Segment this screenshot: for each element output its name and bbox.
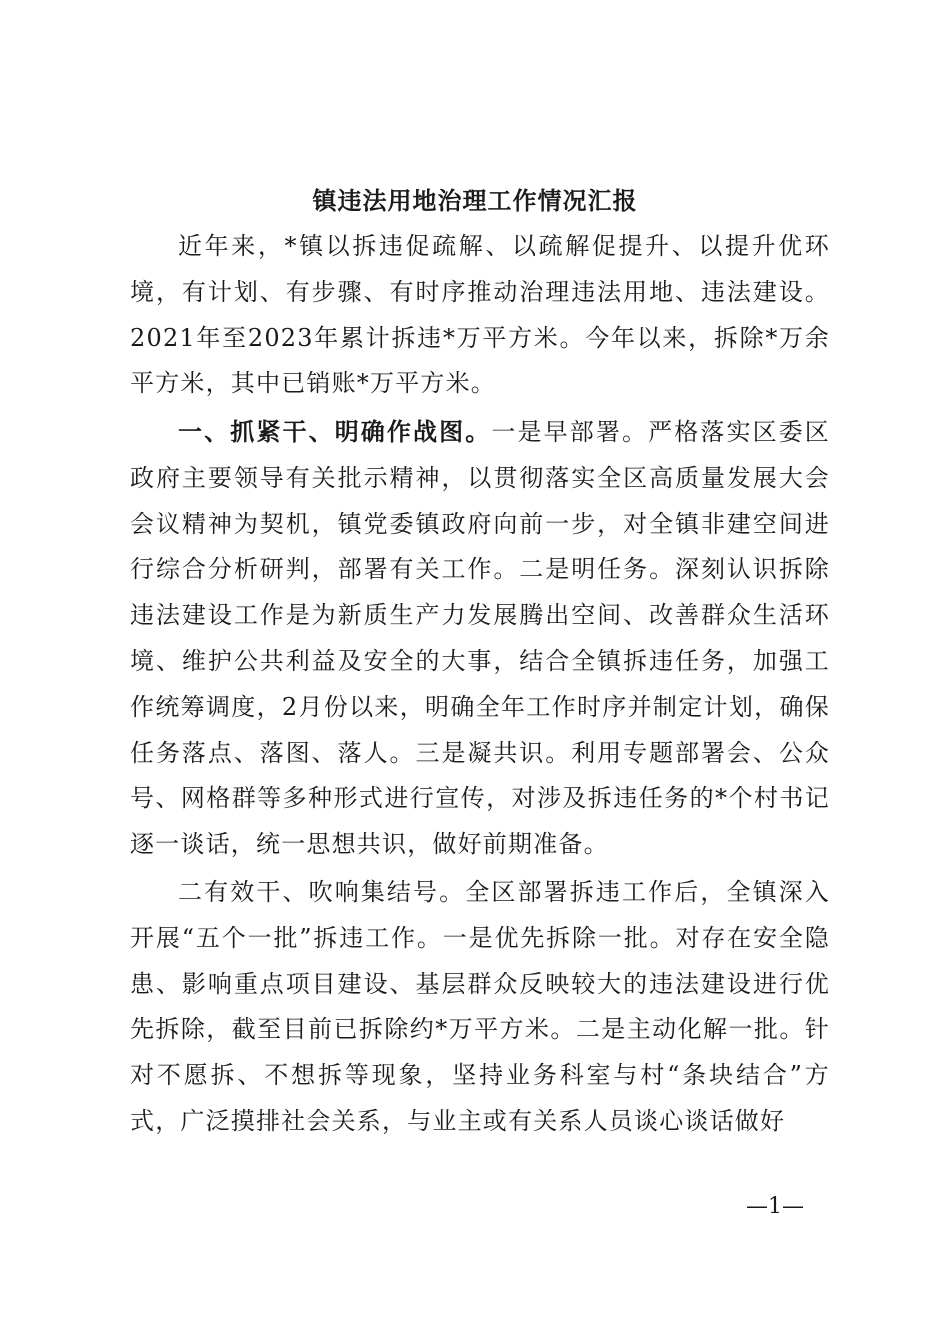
section-1-body: 一是早部署。严格落实区委区政府主要领导有关批示精神，以贯彻落实全区高质量发展大会会议精神为契机，镇党委镇政府向前一步，对全镇非建空间进行综合分析研判，部署有关工作。二是明任务。深刻认识拆除违法建设工作是为新质生产力发展腾出空间、改善群众生活环境、维护公共利益及安全的大事，结合全镇拆违任务，加强工作统筹调度，2月份以来，明确全年工作时序并制定计划，确保任务落点、落图、落人。三是凝共识。利用专题部署会、公众号、网格群等多种形式进行宣传，对涉及拆违任务的*个村书记逐一谈话，统一思想共识，做好前期准备。 (130, 418, 830, 859)
intro-paragraph: 近年来，*镇以拆违促疏解、以疏解促提升、以提升优环境，有计划、有步骤、有时序推动治理违法用地、违法建设。2021年至2023年累计拆违*万平方米。今年以来，拆除*万余平方米，其中已销账*万平方米。 (130, 232, 830, 398)
section-2-paragraph: 二有效干、吹响集结号。全区部署拆违工作后，全镇深入开展“五个一批”拆违工作。一是优先拆除一批。对存在安全隐患、影响重点项目建设、基层群众反映较大的违法建设进行优先拆除，截至目前已拆除约*万平方米。二是主动化解一批。针对不愿拆、不想拆等现象，坚持业务科室与村“条块结合”方式，广泛摸排社会关系，与业主或有关系人员谈心谈话做好 (130, 878, 830, 1135)
page-number: —1— (746, 1194, 804, 1219)
document-title: 镇违法用地治理工作情况汇报 (312, 186, 638, 215)
section-1-heading: 一、抓紧干、明确作战图。 (178, 418, 492, 446)
section-1-paragraph (130, 410, 830, 868)
